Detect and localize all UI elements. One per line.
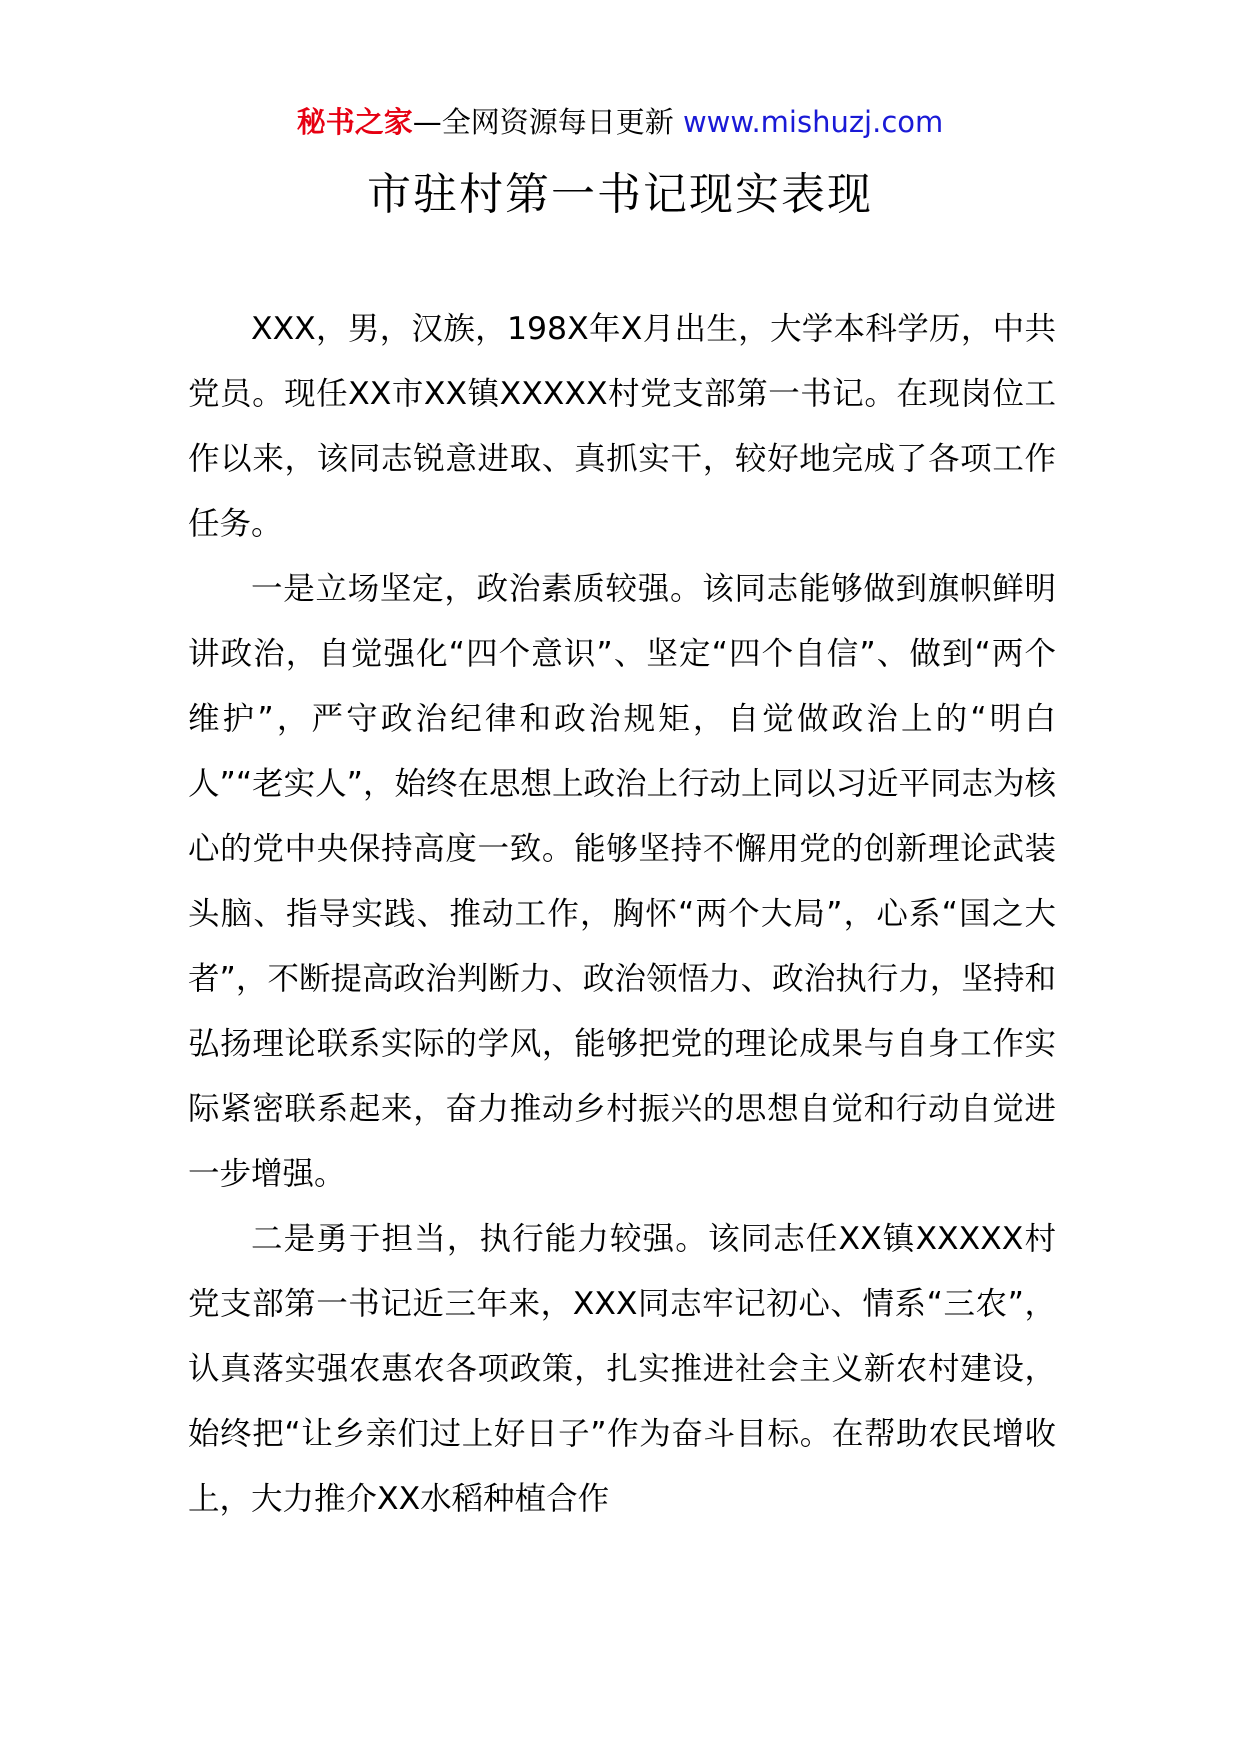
document-body xyxy=(188,297,1056,1532)
header-tagline: —全网资源每日更新 xyxy=(412,105,674,139)
paragraph-execution xyxy=(188,1207,1056,1532)
paragraph-text: 该同志能够做到旗帜鲜明讲政治，自觉强化“四个意识”、坚定“四个自信”、做到“两个维护”，严守政治纪律和政治规矩，自觉做政治上的“明白人”“老实人”，始终在思想上政治上行动上同以习近平同志为核心的党中央保持高度一致。能够坚持不懈用党的创新理论武装头脑、指导实践、推动工作，胸怀“两个大局”，心系“国之大者”，不断提高政治判断力、政治领悟力、政治执行力，坚持和弘扬理论联系实际的学风，能够把党的理论成果与自身工作实际紧密联系起来，奋力推动乡村振兴的思想自觉和行动自觉进一步增强。 xyxy=(188,571,1056,1192)
paragraph-text: XXX，男，汉族，198X年X月出生，大学本科学历，中共党员。现任XX市XX镇XXXXX村党支部第一书记。在现岗位工作以来，该同志锐意进取、真抓实干，较好地完成了各项工作任务。 xyxy=(188,311,1056,542)
paragraph-intro xyxy=(188,297,1056,557)
document-title: 市驻村第一书记现实表现 xyxy=(367,169,873,220)
site-header xyxy=(0,100,1240,144)
paragraph-text: 该同志任XX镇XXXXX村党支部第一书记近三年来，XXX同志牢记初心、情系“三农”，认真落实强农惠农各项政策，扎实推进社会主义新农村建设，始终把“让乡亲们过上好日子”作为奋斗目标。在帮助农民增收上，大力推介XX水稻种植合作 xyxy=(188,1221,1056,1517)
paragraph-political xyxy=(188,557,1056,1207)
paragraph-lead: 一是立场坚定，政治素质较强。 xyxy=(251,571,703,607)
site-url-link[interactable]: www.mishuzj.com xyxy=(682,105,944,139)
paragraph-lead: 二是勇于担当，执行能力较强。 xyxy=(251,1221,708,1257)
brand-name: 秘书之家 xyxy=(296,105,413,139)
